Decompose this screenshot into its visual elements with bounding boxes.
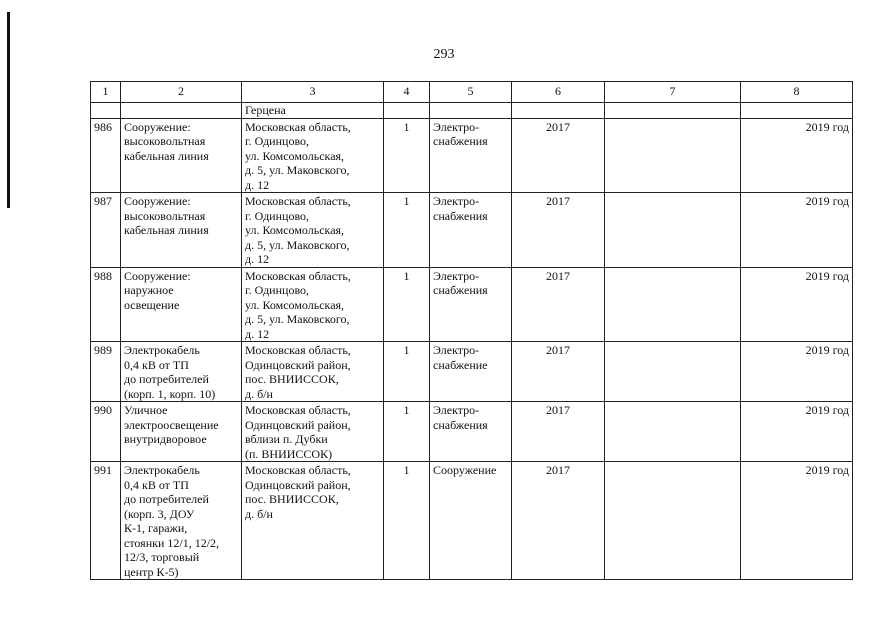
cell-year: 2017: [512, 118, 605, 193]
cell-type: Электро- снабжения: [430, 193, 512, 268]
cell-date: 2019 год: [741, 193, 853, 268]
cell-date: 2019 год: [741, 462, 853, 580]
table-row: [91, 342, 853, 402]
cell-num: 987: [91, 193, 121, 268]
cell-col7: [605, 118, 741, 193]
cell-year: 2017: [512, 267, 605, 342]
table-row: [91, 267, 853, 342]
cell-year: [512, 103, 605, 119]
cell-year: 2017: [512, 193, 605, 268]
cell-num: 991: [91, 462, 121, 580]
cell-num: 988: [91, 267, 121, 342]
cell-date: 2019 год: [741, 342, 853, 402]
column-header-8: 8: [741, 82, 853, 103]
cell-year: 2017: [512, 402, 605, 462]
table-row: [91, 118, 853, 193]
cell-qty: 1: [384, 118, 430, 193]
cell-name: Уличное электроосвещение внутридворовое: [121, 402, 242, 462]
cell-type: Электро- снабжение: [430, 342, 512, 402]
column-header-3: 3: [242, 82, 384, 103]
cell-qty: 1: [384, 462, 430, 580]
cell-address: Московская область, г. Одинцово, ул. Комсомольская, д. 5, ул. Маковского, д. 12: [242, 267, 384, 342]
cell-qty: 1: [384, 402, 430, 462]
cell-address: Московская область, г. Одинцово, ул. Комсомольская, д. 5, ул. Маковского, д. 12: [242, 118, 384, 193]
table-row: [91, 402, 853, 462]
continuation-row: [91, 103, 853, 119]
scan-edge-rule: [7, 12, 10, 208]
registry-table: [90, 81, 853, 580]
header-row: [91, 82, 853, 103]
column-header-5: 5: [430, 82, 512, 103]
cell-name: Сооружение: высоковольтная кабельная линия: [121, 193, 242, 268]
cell-name: [121, 103, 242, 119]
table-row: [91, 193, 853, 268]
page-number: 293: [433, 47, 455, 62]
cell-name: Электрокабель 0,4 кВ от ТП до потребителей (корп. 1, корп. 10): [121, 342, 242, 402]
cell-address: Московская область, Одинцовский район, пос. ВНИИССОК, д. б/н: [242, 342, 384, 402]
column-header-2: 2: [121, 82, 242, 103]
cell-year: 2017: [512, 462, 605, 580]
cell-date: 2019 год: [741, 402, 853, 462]
column-header-6: 6: [512, 82, 605, 103]
cell-address: Герцена: [242, 103, 384, 119]
cell-col7: [605, 193, 741, 268]
table-row: [91, 462, 853, 580]
cell-col7: [605, 267, 741, 342]
cell-address: Московская область, г. Одинцово, ул. Комсомольская, д. 5, ул. Маковского, д. 12: [242, 193, 384, 268]
cell-type: Сооружение: [430, 462, 512, 580]
cell-name: Сооружение: наружное освещение: [121, 267, 242, 342]
cell-address: Московская область, Одинцовский район, пос. ВНИИССОК, д. б/н: [242, 462, 384, 580]
cell-date: 2019 год: [741, 267, 853, 342]
cell-qty: 1: [384, 342, 430, 402]
cell-date: [741, 103, 853, 119]
column-header-4: 4: [384, 82, 430, 103]
cell-year: 2017: [512, 342, 605, 402]
cell-date: 2019 год: [741, 118, 853, 193]
column-header-1: 1: [91, 82, 121, 103]
cell-col7: [605, 402, 741, 462]
cell-qty: 1: [384, 193, 430, 268]
cell-type: Электро- снабжения: [430, 267, 512, 342]
cell-num: 990: [91, 402, 121, 462]
cell-name: Сооружение: высоковольтная кабельная линия: [121, 118, 242, 193]
cell-col7: [605, 342, 741, 402]
cell-address: Московская область, Одинцовский район, вблизи п. Дубки (п. ВНИИССОК): [242, 402, 384, 462]
cell-type: [430, 103, 512, 119]
cell-type: Электро- снабжения: [430, 402, 512, 462]
cell-col7: [605, 103, 741, 119]
cell-qty: 1: [384, 267, 430, 342]
cell-type: Электро- снабжения: [430, 118, 512, 193]
column-header-7: 7: [605, 82, 741, 103]
cell-col7: [605, 462, 741, 580]
cell-num: [91, 103, 121, 119]
cell-name: Электрокабель 0,4 кВ от ТП до потребителей (корп. 3, ДОУ К-1, гаражи, стоянки 12/1, 12/2, 12/3, торговый центр К-5): [121, 462, 242, 580]
cell-num: 986: [91, 118, 121, 193]
cell-qty: [384, 103, 430, 119]
cell-num: 989: [91, 342, 121, 402]
